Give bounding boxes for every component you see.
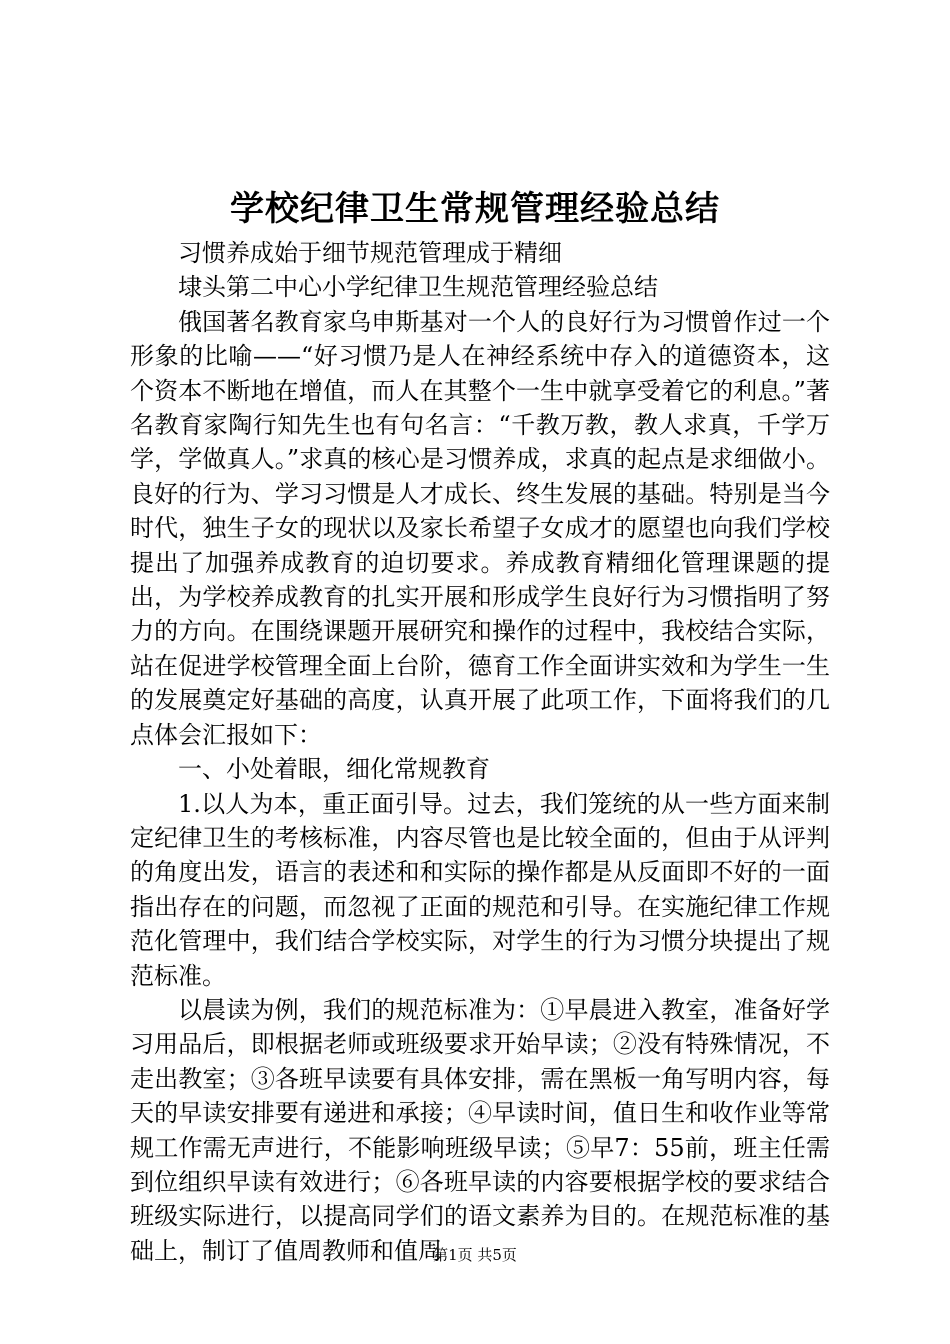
document-title: 学校纪律卫生常规管理经验总结 <box>230 189 720 229</box>
subtitle-line: 习惯养成始于细节规范管理成于精细 <box>178 239 562 267</box>
school-report-title: 埭头第二中心小学纪律卫生规范管理经验总结 <box>178 273 658 302</box>
page-footer: 第1页 共5页 <box>433 1246 517 1264</box>
section-heading: 一、小处着眼，细化常规教育 <box>178 755 490 784</box>
body-paragraph: 1.以人为本，重正面引导。过去，我们笼统的从一些方面来制定纪律卫生的考核标准，内容尽管也是比较全面的，但由于从评判的角度出发，语言的表述和和实际的操作都是从反面即不好的一面指出存在的问题，而忽视了正面的规范和引导。在实施纪律工作规范化管理中，我们结合学校实际，对学生的行为习惯分块提出了规范标准。 <box>130 789 830 990</box>
body-paragraph: 以晨读为例，我们的规范标准为：①早晨进入教室，准备好学习用品后，即根据老师或班级要求开始早读；②没有特殊情况，不走出教室；③各班早读要有具体安排，需在黑板一角写明内容，每天的早读安排要有递进和承接；④早读时间，值日生和收作业等常规工作需无声进行，不能影响班级早读；⑤早7：55前，班主任需到位组织早读有效进行；⑥各班早读的内容要根据学校的要求结合班级实际进行，以提高同学们的语文素养为目的。在规范标准的基础上，制订了值周教师和值周 <box>130 995 830 1265</box>
document-body <box>130 236 830 1268</box>
body-paragraph: 俄国著名教育家乌申斯基对一个人的良好行为习惯曾作过一个形象的比喻——“好习惯乃是人在神经系统中存入的道德资本，这个资本不断地在增值，而人在其整个一生中就享受着它的利息。”著名教育家陶行知先生也有句名言：“千教万教，教人求真，千学万学，学做真人。”求真的核心是习惯养成，求真的起点是求细做小。良好的行为、学习习惯是人才成长、终生发展的基础。特别是当今时代，独生子女的现状以及家长希望子女成才的愿望也向我们学校提出了加强养成教育的迫切要求。养成教育精细化管理课题的提出，为学校养成教育的扎实开展和形成学生良好行为习惯指明了努力的方向。在围绕课题开展研究和操作的过程中，我校结合实际，站在促进学校管理全面上台阶，德育工作全面讲实效和为学生一生的发展奠定好基础的高度，认真开展了此项工作，下面将我们的几点体会汇报如下： <box>130 307 830 749</box>
